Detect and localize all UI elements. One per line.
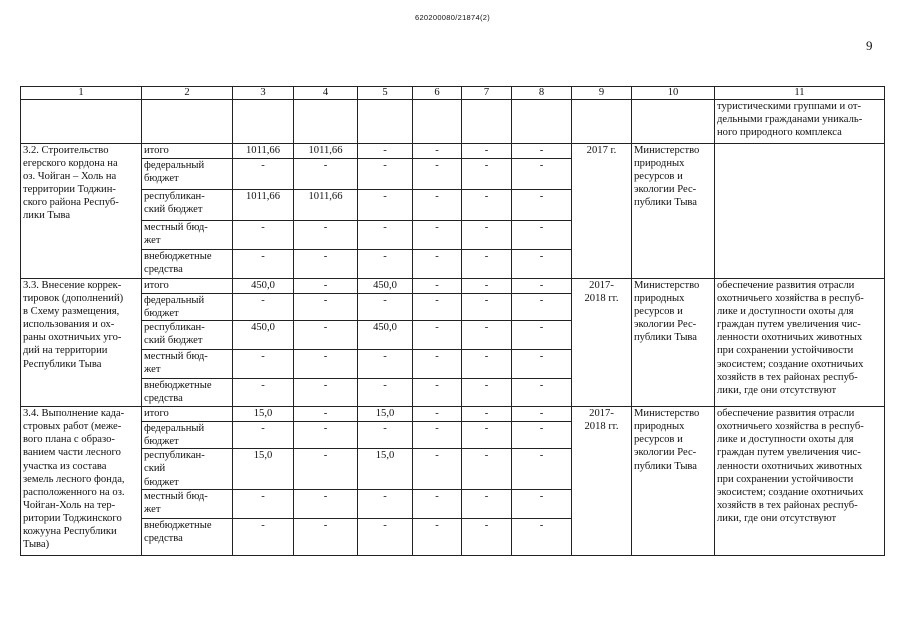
amount-cell: - — [413, 449, 462, 489]
column-header-9: 9 — [572, 87, 632, 100]
amount-cell: 450,0 — [358, 321, 413, 350]
amount-cell: - — [512, 379, 572, 407]
amount-cell: - — [413, 321, 462, 350]
amount-cell: - — [358, 350, 413, 379]
amount-cell: - — [413, 144, 462, 159]
executor-cell: Министерство природных ресурсов и экологии Рес- публики Тыва — [632, 279, 715, 407]
amount-cell: - — [294, 407, 358, 422]
funding-row — [21, 279, 885, 294]
amount-cell: - — [233, 379, 294, 407]
amount-cell: - — [413, 379, 462, 407]
amount-cell: - — [294, 350, 358, 379]
amount-cell: - — [233, 250, 294, 279]
amount-cell: - — [294, 279, 358, 294]
empty-cell — [462, 100, 512, 144]
amount-cell: - — [413, 159, 462, 190]
column-header-11: 11 — [715, 87, 885, 100]
executor-cell: Министерство природных ресурсов и экологии Рес- публики Тыва — [632, 407, 715, 555]
amount-cell: - — [294, 321, 358, 350]
empty-cell — [358, 100, 413, 144]
amount-cell: - — [233, 294, 294, 321]
amount-cell: - — [462, 350, 512, 379]
amount-cell: - — [413, 489, 462, 518]
amount-cell: - — [413, 422, 462, 449]
empty-cell — [572, 100, 632, 144]
funding-source: республикан- ский бюджет — [142, 321, 233, 350]
amount-cell: - — [294, 379, 358, 407]
column-header-10: 10 — [632, 87, 715, 100]
amount-cell: - — [358, 489, 413, 518]
amount-cell: - — [512, 321, 572, 350]
amount-cell: - — [358, 159, 413, 190]
amount-cell: 15,0 — [358, 407, 413, 422]
empty-cell — [142, 100, 233, 144]
funding-row — [21, 144, 885, 159]
amount-cell: - — [358, 250, 413, 279]
amount-cell: - — [512, 221, 572, 250]
amount-cell: - — [462, 449, 512, 489]
amount-cell: - — [413, 350, 462, 379]
amount-cell: - — [233, 489, 294, 518]
amount-cell: - — [294, 294, 358, 321]
amount-cell: - — [413, 250, 462, 279]
funding-source: федеральный бюджет — [142, 159, 233, 190]
continuation-text: туристическими группами и от- дельными гражданами уникаль- ного природного комплекса — [715, 100, 885, 144]
amount-cell: 15,0 — [233, 449, 294, 489]
amount-cell: - — [462, 489, 512, 518]
empty-cell — [233, 100, 294, 144]
amount-cell: - — [462, 279, 512, 294]
result-cell — [715, 144, 885, 279]
amount-cell: - — [512, 294, 572, 321]
funding-source: федеральный бюджет — [142, 422, 233, 449]
funding-source: местный бюд- жет — [142, 221, 233, 250]
amount-cell: - — [358, 422, 413, 449]
funding-source: внебюджетные средства — [142, 379, 233, 407]
amount-cell: - — [462, 144, 512, 159]
column-header-2: 2 — [142, 87, 233, 100]
amount-cell: - — [413, 407, 462, 422]
amount-cell: 450,0 — [233, 279, 294, 294]
funding-source: республикан- ский бюджет — [142, 449, 233, 489]
amount-cell: - — [294, 159, 358, 190]
amount-cell: - — [462, 379, 512, 407]
amount-cell: - — [512, 159, 572, 190]
empty-cell — [632, 100, 715, 144]
amount-cell: - — [462, 250, 512, 279]
amount-cell: 1011,66 — [294, 190, 358, 221]
amount-cell: - — [512, 144, 572, 159]
column-header-5: 5 — [358, 87, 413, 100]
column-header-6: 6 — [413, 87, 462, 100]
amount-cell: - — [294, 449, 358, 489]
amount-cell: - — [512, 190, 572, 221]
executor-cell: Министерство природных ресурсов и экологии Рес- публики Тыва — [632, 144, 715, 279]
amount-cell: - — [413, 294, 462, 321]
document-id: 620200080/21874(2) — [414, 13, 491, 22]
plan-table — [20, 86, 885, 556]
funding-source: республикан- ский бюджет — [142, 190, 233, 221]
column-header-7: 7 — [462, 87, 512, 100]
amount-cell: - — [294, 422, 358, 449]
amount-cell: - — [413, 518, 462, 555]
amount-cell: - — [462, 221, 512, 250]
amount-cell: - — [358, 144, 413, 159]
amount-cell: - — [512, 350, 572, 379]
funding-source: федеральный бюджет — [142, 294, 233, 321]
funding-source: местный бюд- жет — [142, 489, 233, 518]
amount-cell: - — [462, 422, 512, 449]
amount-cell: - — [294, 518, 358, 555]
amount-cell: - — [512, 489, 572, 518]
funding-source: итого — [142, 279, 233, 294]
column-header-3: 3 — [233, 87, 294, 100]
funding-source: местный бюд- жет — [142, 350, 233, 379]
amount-cell: - — [462, 321, 512, 350]
amount-cell: 15,0 — [233, 407, 294, 422]
amount-cell: - — [233, 350, 294, 379]
empty-cell — [21, 100, 142, 144]
page-number: 9 — [866, 38, 873, 53]
amount-cell: - — [358, 518, 413, 555]
amount-cell: 450,0 — [358, 279, 413, 294]
funding-source: внебюджетные средства — [142, 250, 233, 279]
amount-cell: - — [462, 518, 512, 555]
amount-cell: - — [358, 294, 413, 321]
period-cell: 2017- 2018 гг. — [572, 407, 632, 555]
empty-cell — [413, 100, 462, 144]
amount-cell: - — [358, 190, 413, 221]
period-cell: 2017 г. — [572, 144, 632, 279]
activity-cell: 3.3. Внесение коррек- тировок (дополнений) в Схему размещения, использования и ох- раны охотничьих уго- дий на территории Республики Тыва — [21, 279, 142, 407]
amount-cell: - — [233, 422, 294, 449]
amount-cell: - — [294, 250, 358, 279]
amount-cell: - — [294, 489, 358, 518]
amount-cell: 1011,66 — [294, 144, 358, 159]
amount-cell: - — [512, 449, 572, 489]
amount-cell: - — [462, 294, 512, 321]
amount-cell: - — [512, 250, 572, 279]
column-header-1: 1 — [21, 87, 142, 100]
amount-cell: - — [233, 518, 294, 555]
amount-cell: - — [358, 379, 413, 407]
period-cell: 2017- 2018 гг. — [572, 279, 632, 407]
amount-cell: - — [512, 518, 572, 555]
amount-cell: - — [233, 221, 294, 250]
funding-source: внебюджетные средства — [142, 518, 233, 555]
amount-cell: - — [462, 407, 512, 422]
activity-cell: 3.2. Строительство егерского кордона на оз. Чойган – Холь на территории Тоджин- ского района Респуб- лики Тыва — [21, 144, 142, 279]
amount-cell: - — [358, 221, 413, 250]
amount-cell: - — [413, 190, 462, 221]
amount-cell: - — [512, 407, 572, 422]
amount-cell: - — [512, 279, 572, 294]
amount-cell: 15,0 — [358, 449, 413, 489]
amount-cell: - — [233, 159, 294, 190]
funding-source: итого — [142, 407, 233, 422]
continuation-row — [21, 100, 885, 144]
amount-cell: - — [294, 221, 358, 250]
activity-cell: 3.4. Выполнение када- стровых работ (меже- вого плана с образо- ванием части лесного участка из состава земель лесного фонда, расположенного на оз. Чойган-Холь на тер- ритории Тоджинского кожууна Республики Тыва) — [21, 407, 142, 555]
column-header-8: 8 — [512, 87, 572, 100]
result-cell: обеспечение развития отрасли охотничьего хозяйства в респуб- лике и доступности охоты для граждан путем увеличения чис- ленности охотничьих животных при сохранении устойчивости экосистем; создание охотничьих хозяйств в тех районах респуб- лики, где они отсутствуют — [715, 407, 885, 555]
amount-cell: - — [462, 159, 512, 190]
column-header-4: 4 — [294, 87, 358, 100]
result-cell: обеспечение развития отрасли охотничьего хозяйства в респуб- лике и доступности охоты для граждан путем увеличения чис- ленности охотничьих животных при сохранении устойчивости экосистем; создание охотничьих хозяйств в тех районах респуб- лики, где они отсутствуют — [715, 279, 885, 407]
header-row — [21, 87, 885, 100]
amount-cell: - — [413, 279, 462, 294]
amount-cell: 1011,66 — [233, 190, 294, 221]
funding-source: итого — [142, 144, 233, 159]
funding-row — [21, 407, 885, 422]
amount-cell: - — [413, 221, 462, 250]
amount-cell: 450,0 — [233, 321, 294, 350]
empty-cell — [512, 100, 572, 144]
amount-cell: - — [462, 190, 512, 221]
amount-cell: 1011,66 — [233, 144, 294, 159]
amount-cell: - — [512, 422, 572, 449]
empty-cell — [294, 100, 358, 144]
